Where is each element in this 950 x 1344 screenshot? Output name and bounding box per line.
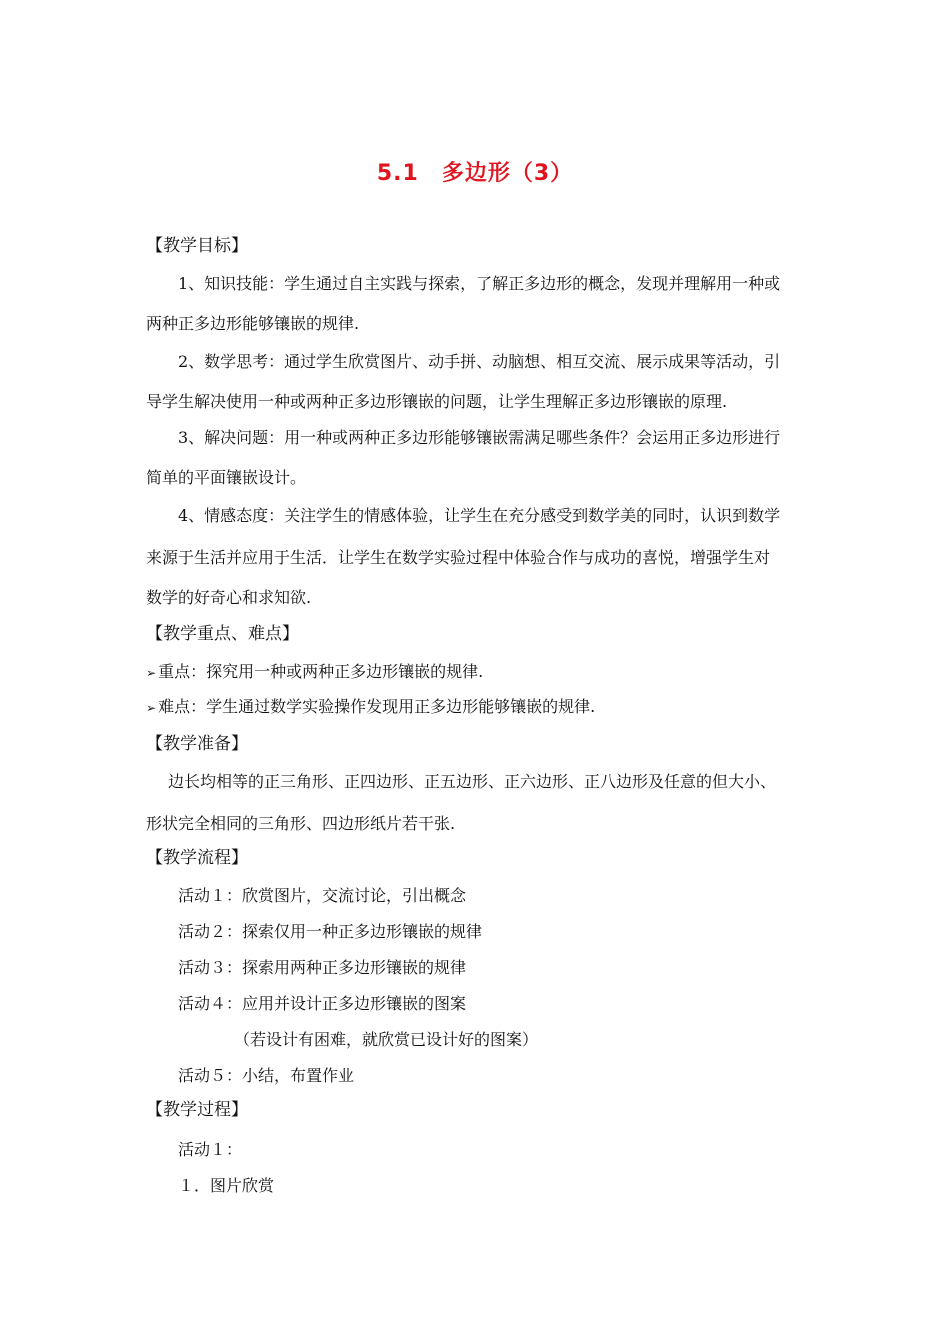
- goal-item-4-line-3: 数学的好奇心和求知欲.: [146, 588, 312, 607]
- goal-item-1-line-2: 两种正多边形能够镶嵌的规律.: [146, 314, 360, 333]
- goal-item-2-line-1: 2、数学思考：通过学生欣赏图片、动手拼、动脑想、相互交流、展示成果等活动，引: [178, 352, 781, 371]
- section-heading-flow: 【教学流程】: [146, 848, 248, 868]
- goal-item-4-line-2: 来源于生活并应用于生活．让学生在数学实验过程中体验合作与成功的喜悦，增强学生对: [146, 548, 771, 567]
- goal-item-1-line-1: 1、知识技能：学生通过自主实践与探索，了解正多边形的概念，发现并理解用一种或: [178, 274, 781, 293]
- prep-line-1: 边长均相等的正三角形、正四边形、正五边形、正六边形、正八边形及任意的但大小、: [168, 772, 777, 791]
- section-heading-process: 【教学过程】: [146, 1100, 248, 1120]
- section-heading-goals: 【教学目标】: [146, 236, 248, 256]
- goal-item-2-line-2: 导学生解决使用一种或两种正多边形镶嵌的问题，让学生理解正多边形镶嵌的原理.: [146, 392, 728, 411]
- keypoint-key-text: 重点：探究用一种或两种正多边形镶嵌的规律.: [158, 662, 484, 681]
- keypoint-difficult: [146, 697, 595, 718]
- arrow-bullet-icon: ➢: [146, 666, 157, 680]
- process-step-1: １．图片欣赏: [178, 1176, 275, 1195]
- arrow-bullet-icon: ➢: [146, 701, 157, 715]
- flow-activity-2: 活动２：探索仅用一种正多边形镶嵌的规律: [178, 922, 483, 941]
- keypoint-difficult-text: 难点：学生通过数学实验操作发现用正多边形能够镶嵌的规律.: [158, 697, 596, 716]
- goal-item-4-line-1: 4、情感态度：关注学生的情感体验，让学生在充分感受到数学美的同时，认识到数学: [178, 506, 781, 525]
- flow-activity-4: 活动４：应用并设计正多边形镶嵌的图案: [178, 994, 467, 1013]
- keypoint-key: [146, 662, 483, 683]
- flow-activity-3: 活动３：探索用两种正多边形镶嵌的规律: [178, 958, 467, 977]
- process-activity-1: 活动１：: [178, 1140, 243, 1159]
- prep-line-2: 形状完全相同的三角形、四边形纸片若干张.: [146, 814, 456, 833]
- flow-activity-4-note: （若设计有困难，就欣赏已设计好的图案）: [234, 1030, 539, 1049]
- goal-item-3-line-1: 3、解决问题：用一种或两种正多边形能够镶嵌需满足哪些条件？会运用正多边形进行: [178, 428, 781, 447]
- section-heading-prep: 【教学准备】: [146, 734, 248, 754]
- goal-item-3-line-2: 简单的平面镶嵌设计。: [146, 468, 307, 487]
- section-heading-keypoints: 【教学重点、难点】: [146, 624, 299, 644]
- page-title: 5.1 多边形（3）: [376, 161, 574, 186]
- flow-activity-1: 活动１：欣赏图片，交流讨论，引出概念: [178, 886, 467, 905]
- flow-activity-5: 活动５：小结，布置作业: [178, 1066, 355, 1085]
